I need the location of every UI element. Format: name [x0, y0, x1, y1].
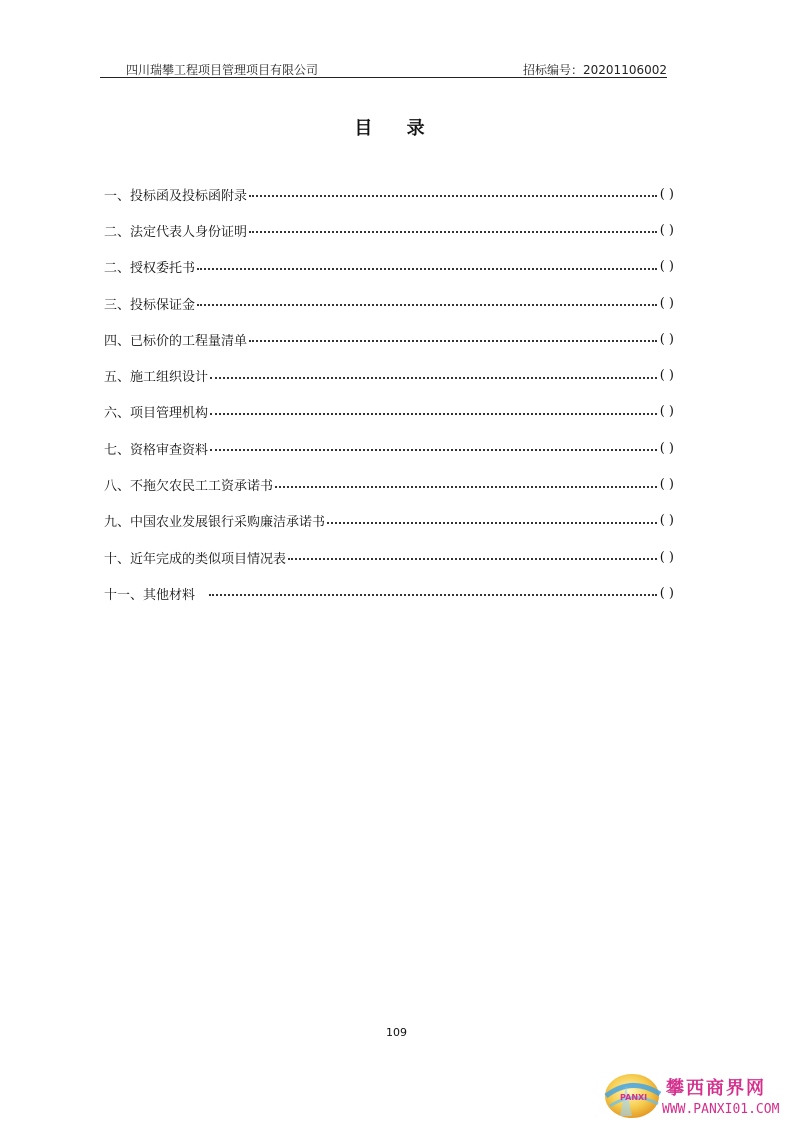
watermark-site-url: WWW.PANXI01.COM — [662, 1102, 780, 1117]
toc-entry-label: 六、项目管理机构 — [104, 406, 209, 422]
page-title: 目 录 — [354, 118, 439, 139]
toc-entry — [104, 503, 674, 539]
toc-entry-label: 十一、其他材料 — [104, 587, 196, 603]
watermark-site-name: 攀西商界网 — [666, 1078, 766, 1099]
toc-entry-page: ( ) — [659, 404, 674, 420]
toc-entry-page: ( ) — [659, 186, 674, 202]
toc-entry-page: ( ) — [659, 295, 674, 311]
toc-entry-page: ( ) — [659, 222, 674, 238]
toc-entry-label: 二、授权委托书 — [104, 261, 196, 277]
toc-entry-page: ( ) — [659, 513, 674, 529]
toc-leader-dots — [249, 340, 657, 342]
page-number: 109 — [386, 1026, 407, 1039]
toc-leader-dots — [210, 449, 657, 451]
toc-entry-label: 八、不拖欠农民工工资承诺书 — [104, 479, 274, 495]
toc-entry-page: ( ) — [659, 549, 674, 565]
toc-entry-page: ( ) — [659, 477, 674, 493]
toc-leader-dots — [275, 486, 657, 488]
toc-leader-dots — [209, 594, 657, 596]
toc-leader-dots — [288, 558, 657, 560]
toc-entry-page: ( ) — [659, 331, 674, 347]
toc-leader-dots — [249, 231, 657, 233]
toc-entry — [104, 575, 674, 611]
toc-entry-page: ( ) — [659, 259, 674, 275]
toc-entry-page: ( ) — [659, 440, 674, 456]
toc-leader-dots — [327, 522, 657, 524]
panxi-logo-icon — [602, 1066, 664, 1122]
header-divider — [100, 77, 667, 78]
toc-entry — [104, 249, 674, 285]
header-company: 四川瑞攀工程项目管理项目有限公司 — [126, 63, 319, 77]
toc-entry-label: 十、近年完成的类似项目情况表 — [104, 551, 287, 567]
toc-entry — [104, 394, 674, 430]
header-bid-number: 招标编号：20201106002 — [523, 63, 667, 77]
toc-entry-label: 七、资格审查资料 — [104, 442, 209, 458]
toc-entry-label: 九、中国农业发展银行采购廉洁承诺书 — [104, 515, 326, 531]
table-of-contents — [104, 176, 674, 612]
page-header — [100, 59, 667, 77]
toc-entry — [104, 466, 674, 502]
toc-entry — [104, 321, 674, 357]
toc-leader-dots — [197, 268, 657, 270]
toc-entry — [104, 430, 674, 466]
toc-leader-dots — [249, 195, 657, 197]
toc-entry-label: 三、投标保证金 — [104, 297, 196, 313]
toc-leader-dots — [210, 377, 657, 379]
watermark — [600, 1064, 793, 1122]
toc-entry-page: ( ) — [659, 368, 674, 384]
toc-entry — [104, 539, 674, 575]
toc-entry-label: 五、施工组织设计 — [104, 370, 209, 386]
toc-entry-label: 二、法定代表人身份证明 — [104, 224, 248, 240]
toc-leader-dots — [197, 304, 657, 306]
toc-entry — [104, 212, 674, 248]
toc-leader-dots — [210, 413, 657, 415]
toc-entry — [104, 285, 674, 321]
toc-entry-label: 四、已标价的工程量清单 — [104, 333, 248, 349]
toc-entry-page: ( ) — [659, 585, 674, 601]
svg-text:PANXI: PANXI — [620, 1093, 648, 1102]
toc-entry-label: 一、投标函及投标函附录 — [104, 188, 248, 204]
toc-entry — [104, 357, 674, 393]
toc-entry — [104, 176, 674, 212]
